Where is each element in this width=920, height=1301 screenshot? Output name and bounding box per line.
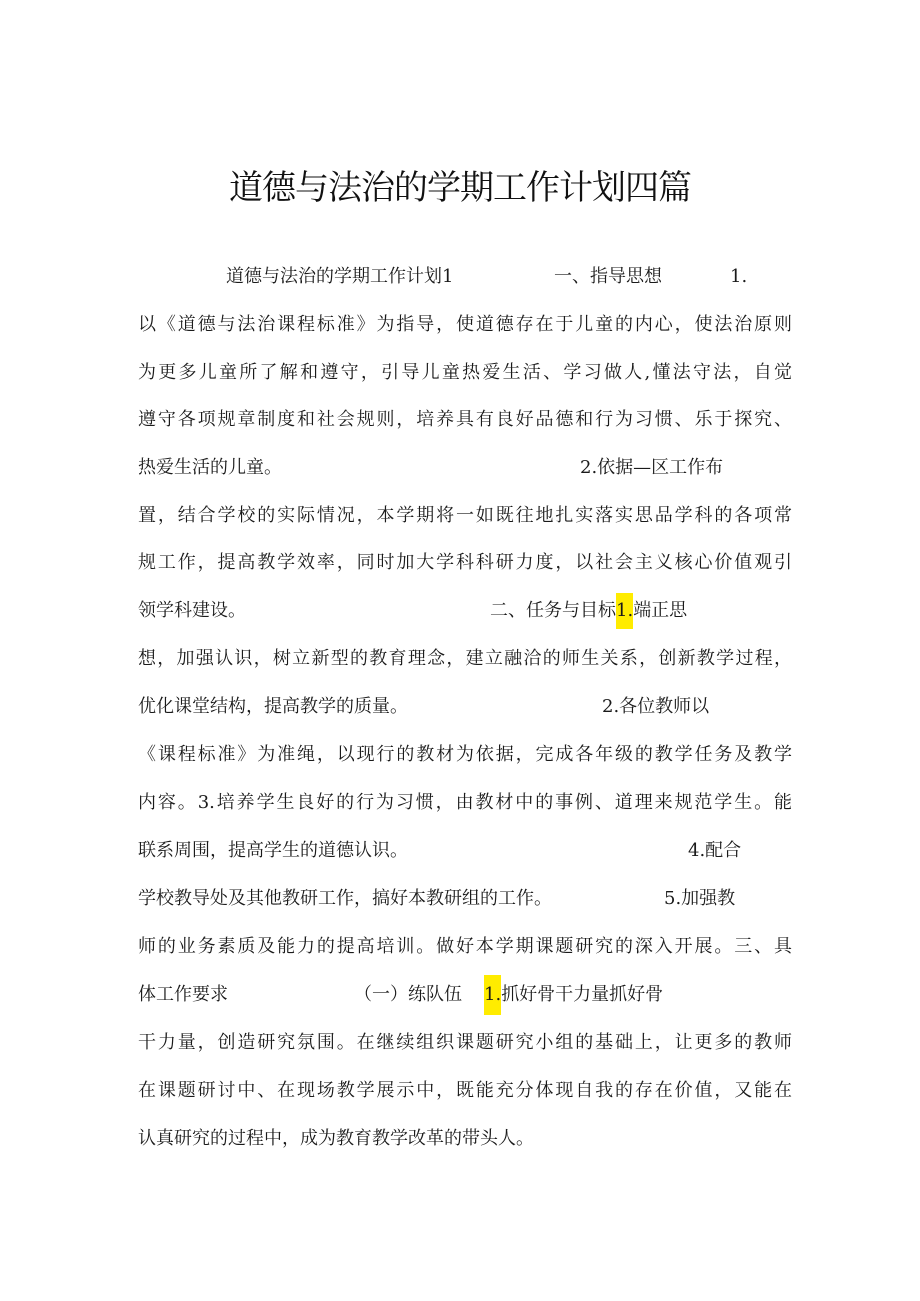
text-segment: 道德与法治的学期工作计划1 [226, 266, 454, 287]
paragraph-line-17: 干力量，创造研究氛围。在继续组织课题研究小组的基础上，让更多的教师 [138, 1032, 792, 1053]
page-title: 道德与法治的学期工作计划四篇 [229, 168, 691, 208]
text-segment [484, 980, 663, 1015]
paragraph-line-4: 遵守各项规章制度和社会规则，培养具有良好品德和行为习惯、乐于探究、 [138, 409, 792, 430]
text-segment: 联系周围，提高学生的道德认识。 [138, 840, 408, 861]
paragraph-line-8 [138, 596, 792, 626]
paragraph-line-16 [138, 980, 792, 1010]
paragraph-line-3: 为更多儿童所了解和遵守，引导儿童热爱生活、学习做人,懂法守法，自觉 [138, 362, 792, 383]
paragraph-line-1 [138, 262, 792, 292]
text-segment: 2.依据—区工作布 [580, 457, 724, 478]
text-segment: 端正思 [633, 600, 688, 621]
text-segment: 1. [730, 266, 748, 287]
text-segment [490, 596, 687, 629]
paragraph-line-18: 在课题研讨中、在现场教学展示中，既能充分体现自我的存在价值，又能在 [138, 1080, 792, 1101]
highlighted-text: 1. [616, 593, 633, 629]
paragraph-line-10 [138, 692, 792, 722]
text-segment: 一、指导思想 [554, 266, 662, 287]
text-segment: 5.加强教 [664, 888, 736, 909]
text-segment: 二、任务与目标 [490, 600, 616, 621]
text-segment: 体工作要求 [138, 984, 228, 1005]
paragraph-line-5 [138, 453, 792, 483]
text-segment: 2.各位教师以 [602, 696, 710, 717]
paragraph-line-15: 师的业务素质及能力的提高培训。做好本学期课题研究的深入开展。三、具 [138, 936, 792, 957]
text-segment: 热爱生活的儿童。 [138, 457, 282, 478]
paragraph-line-7: 规工作，提高教学效率，同时加大学科科研力度，以社会主义核心价值观引 [138, 552, 792, 573]
paragraph-line-2: 以《道德与法治课程标准》为指导，使道德存在于儿童的内心，使法治原则 [138, 314, 792, 335]
paragraph-line-9: 想，加强认识，树立新型的教育理念，建立融洽的师生关系，创新教学过程， [138, 648, 792, 669]
text-segment: 学校教导处及其他教研工作，搞好本教研组的工作。 [138, 888, 552, 909]
highlighted-text: 1. [484, 975, 501, 1015]
paragraph-line-12: 内容。3.培养学生良好的行为习惯，由教材中的事例、道理来规范学生。能 [138, 792, 792, 813]
text-segment: 4.配合 [688, 840, 742, 861]
text-segment: 优化课堂结构，提高教学的质量。 [138, 696, 408, 717]
paragraph-line-19: 认真研究的过程中，成为教育教学改革的带头人。 [138, 1128, 534, 1149]
paragraph-line-6: 置，结合学校的实际情况，本学期将一如既往地扎实落实思品学科的各项常 [138, 505, 792, 526]
paragraph-line-11: 《课程标准》为准绳，以现行的教材为依据，完成各年级的教学任务及教学 [138, 744, 792, 765]
text-segment: （一）练队伍 [354, 984, 462, 1005]
paragraph-line-14 [138, 884, 792, 914]
text-segment: 抓好骨干力量抓好骨 [501, 984, 664, 1005]
text-segment: 领学科建设。 [138, 600, 246, 621]
paragraph-line-13 [138, 836, 792, 866]
